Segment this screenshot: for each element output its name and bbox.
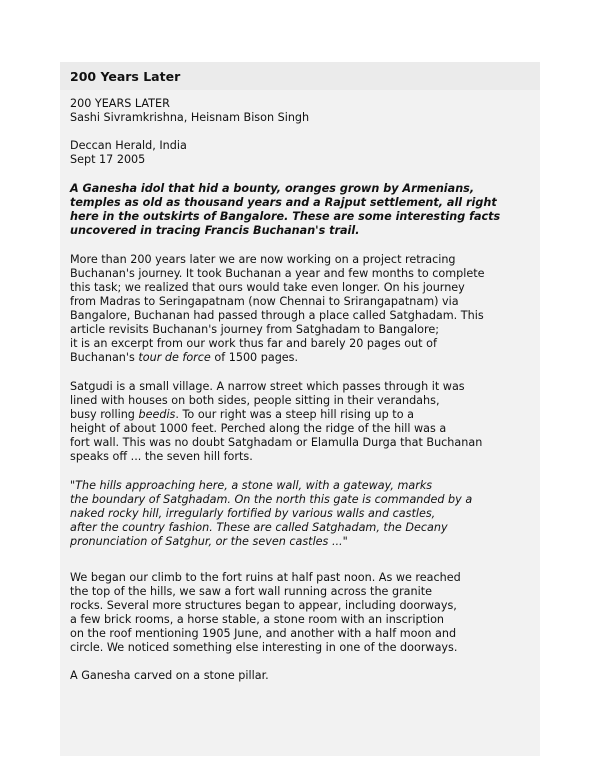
paragraph-line: Buchanan's journey. It took Buchanan a year and few months to complete [70,267,485,280]
text-run: busy rolling [70,408,139,421]
paragraph-line: fort wall. This was no doubt Satghadam or Elamulla Durga that Buchanan [70,436,483,449]
paragraph-line: from Madras to Seringapatnam (now Chennai to Srirangapatnam) via [70,295,459,308]
paragraph-line: article revisits Buchanan's journey from Satghadam to Bangalore; [70,323,439,336]
article-title: 200 Years Later [70,69,181,84]
italic-phrase: beedis [138,408,176,421]
quote-line: naked rocky hill, irregularly fortified by various walls and castles, [70,507,436,520]
lead-line: A Ganesha idol that hid a bounty, oranges grown by Armenians, [70,182,475,195]
paragraph-line: Satgudi is a small village. A narrow street which passes through it was [70,380,465,393]
quote-line: the boundary of Satghadam. On the north this gate is commanded by a [70,493,473,506]
paragraph-line: A Ganesha carved on a stone pillar. [70,669,269,682]
paragraph-line: speaks off ... the seven hill forts. [70,450,253,463]
paragraph-line: height of about 1000 feet. Perched along the ridge of the hill was a [70,422,447,435]
paragraph-line: the top of the hills, we saw a fort wall running across the granite [70,585,432,598]
paragraph-line: We began our climb to the fort ruins at half past noon. As we reached [70,571,461,584]
lead-line: temples as old as thousand years and a Rajput settlement, all right [70,196,497,209]
paragraph-line [70,408,414,422]
paragraph-line: circle. We noticed something else interesting in one of the doorways. [70,641,458,654]
text-run: Buchanan's [70,351,139,364]
paragraph-line: rocks. Several more structures began to appear, including doorways, [70,599,457,612]
quote-line: "The hills approaching here, a stone wall, with a gateway, marks [70,479,433,492]
header-line: 200 YEARS LATER [70,97,170,110]
paragraph-line: Bangalore, Buchanan had passed through a place called Satghadam. This [70,309,484,322]
paragraph-line: a few brick rooms, a horse stable, a stone room with an inscription [70,613,445,626]
italic-phrase: tour de force [138,351,211,364]
source-line: Deccan Herald, India [70,139,187,152]
text-run: of 1500 pages. [210,351,299,364]
lead-line: uncovered in tracing Francis Buchanan's trail. [70,224,360,237]
paragraph-line: More than 200 years later we are now working on a project retracing [70,253,456,266]
text-run: . To our right was a steep hill rising up to a [175,408,414,421]
paragraph-line: on the roof mentioning 1905 June, and another with a half moon and [70,627,457,640]
paragraph-line [70,351,298,365]
paragraph-line: lined with houses on both sides, people sitting in their verandahs, [70,394,440,407]
byline: Sashi Sivramkrishna, Heisnam Bison Singh [70,111,310,124]
date-line: Sept 17 2005 [70,153,146,166]
paragraph-line: this task; we realized that ours would take even longer. On his journey [70,281,465,294]
quote-line: pronunciation of Satghur, or the seven castles ..." [70,535,348,548]
lead-line: here in the outskirts of Bangalore. These are some interesting facts [70,210,501,223]
paragraph-line: it is an excerpt from our work thus far and barely 20 pages out of [70,337,437,350]
quote-line: after the country fashion. These are called Satghadam, the Decany [70,521,448,534]
